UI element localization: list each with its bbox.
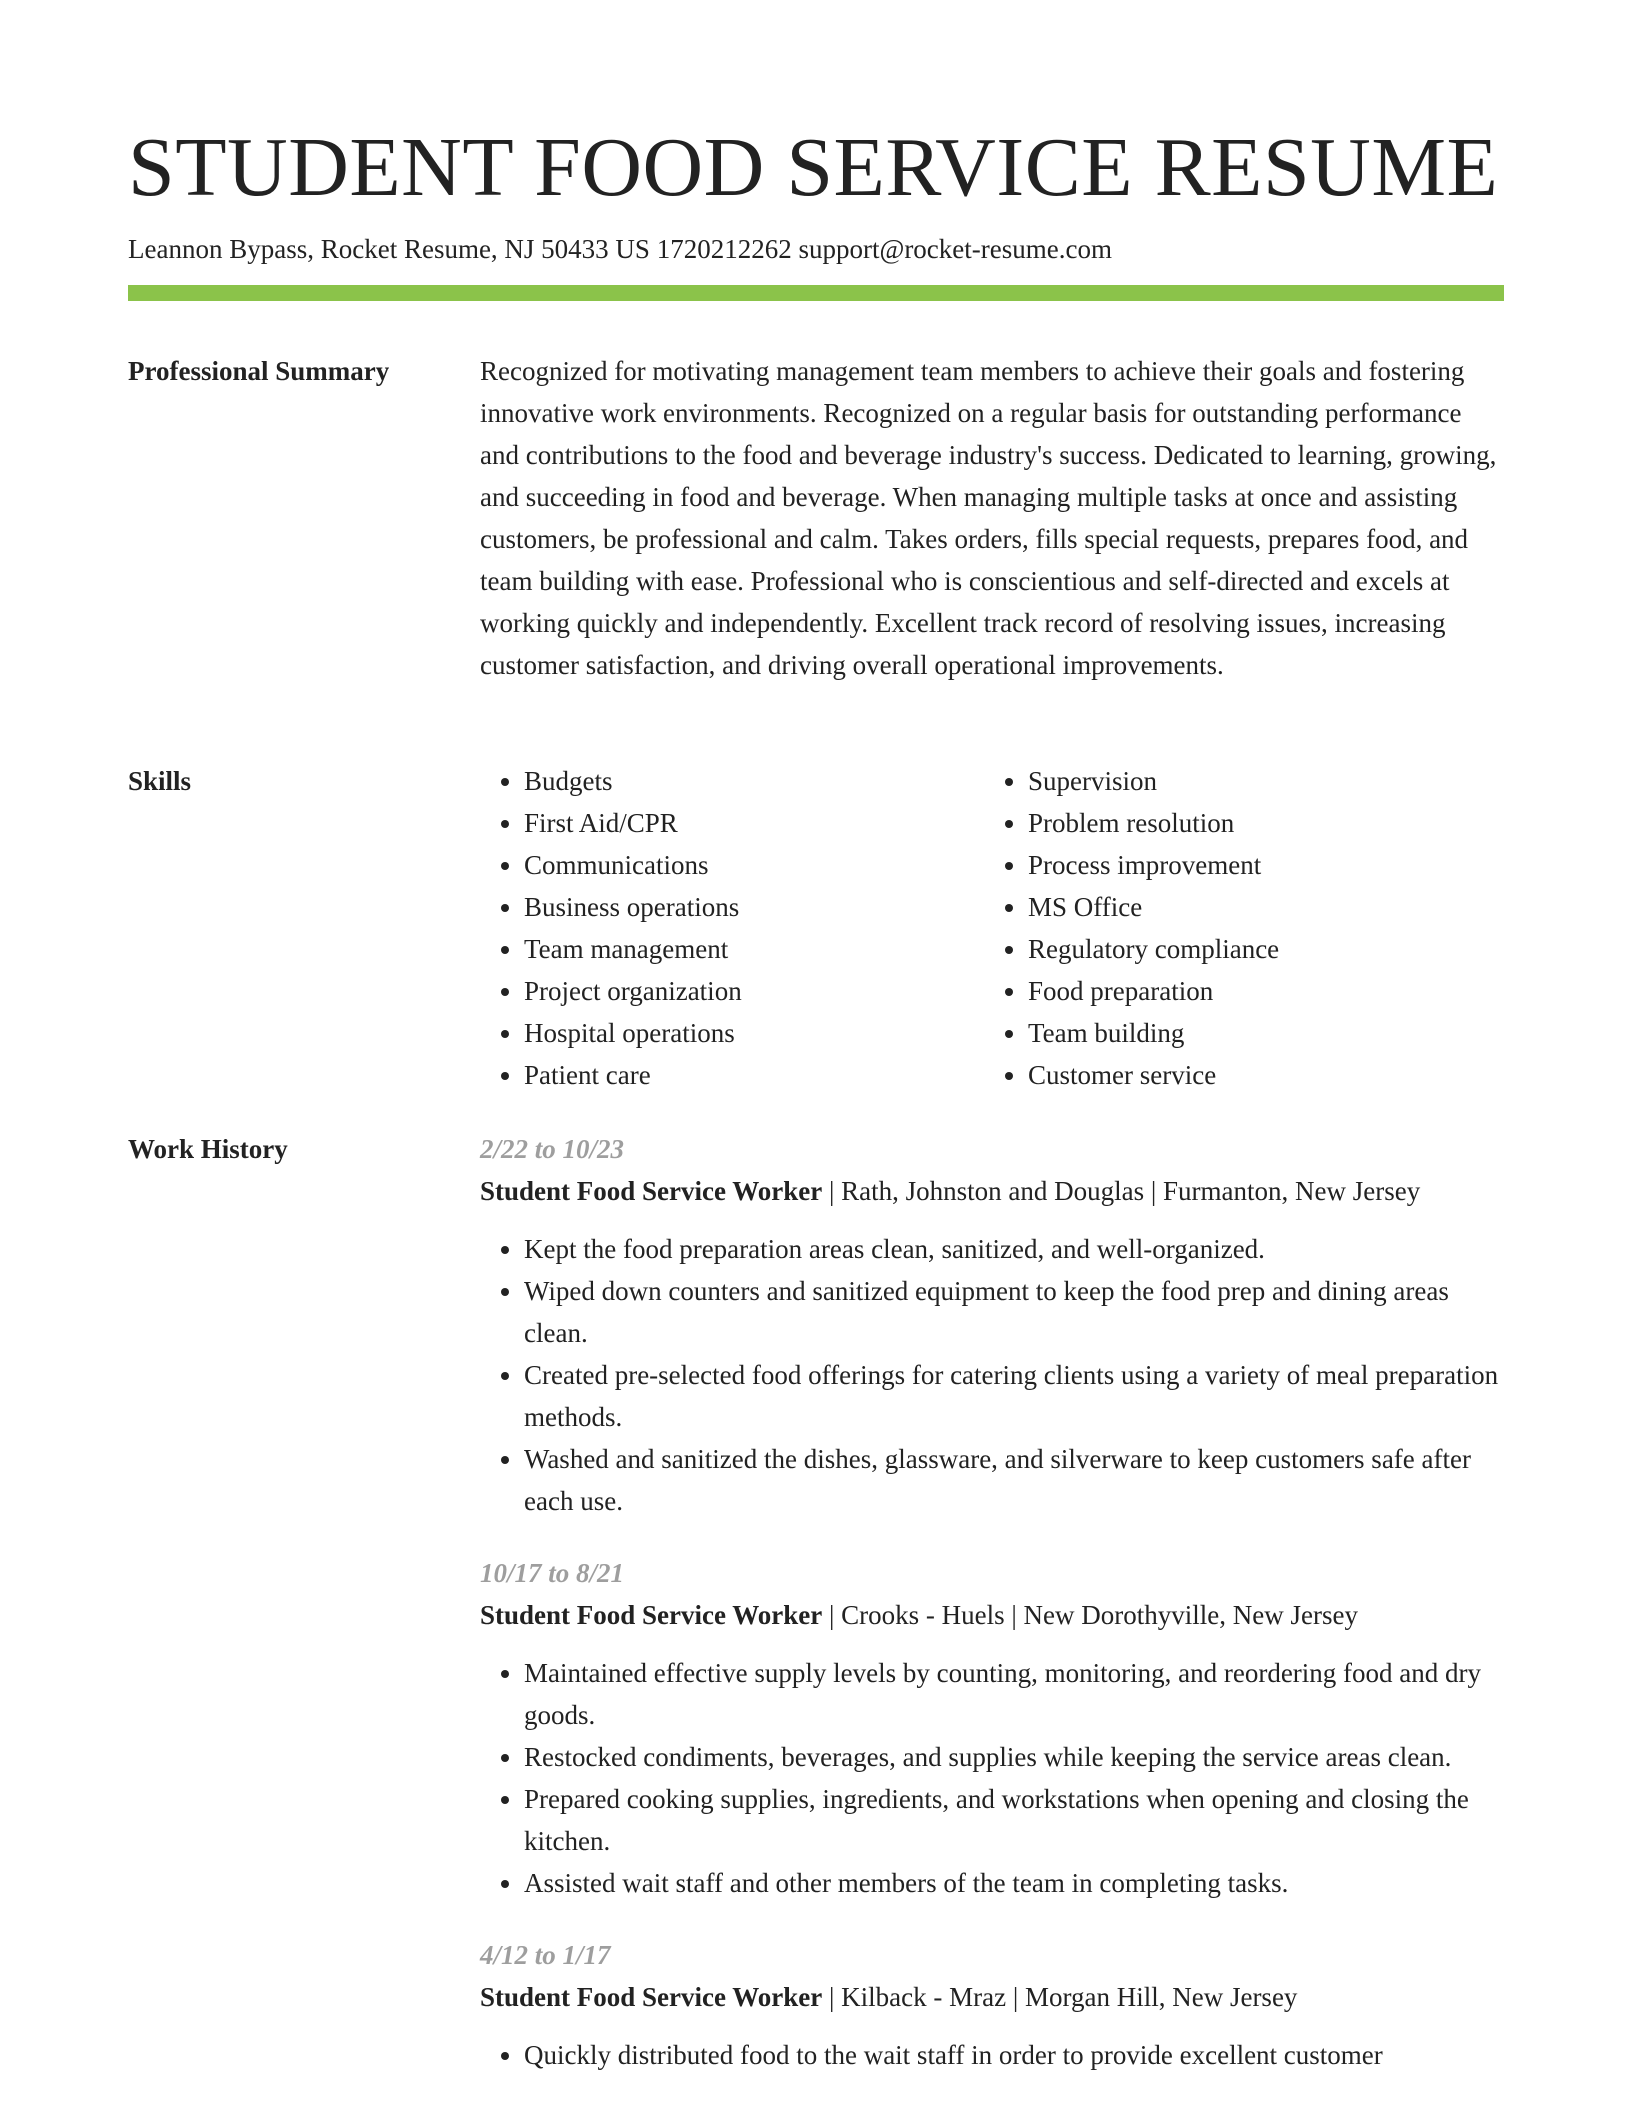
skill-item: • Food preparation (1028, 970, 1488, 1012)
job-heading (480, 1594, 1504, 1636)
job-employer-location: | Kilback - Mraz | Morgan Hill, New Jersey (822, 1982, 1298, 2012)
skill-item: • Budgets (524, 760, 984, 802)
skills-list-left (480, 760, 984, 1096)
skill-item: • Team building (1028, 1012, 1488, 1054)
job-dates: 10/17 to 8/21 (480, 1558, 625, 1588)
work-history-body (480, 1128, 1504, 2106)
job-bullet-list (480, 1228, 1504, 1522)
job-employer-location: | Rath, Johnston and Douglas | Furmanton, New Jersey (822, 1176, 1421, 1206)
job-bullet: • Wiped down counters and sanitized equipment to keep the food prep and dining areas clean. (524, 1270, 1504, 1354)
skill-item: • Supervision (1028, 760, 1488, 802)
job-bullet-list (480, 2034, 1504, 2076)
skills-list-right (984, 760, 1488, 1096)
job-employer-location: | Crooks - Huels | New Dorothyville, New Jersey (822, 1600, 1358, 1630)
job-bullet: • Assisted wait staff and other members of the team in completing tasks. (524, 1862, 1504, 1904)
job-heading (480, 1170, 1504, 1212)
job-title: Student Food Service Worker (480, 1600, 823, 1630)
job-bullet: • Restocked condiments, beverages, and supplies while keeping the service areas clean. (524, 1736, 1504, 1778)
skill-item: • Project organization (524, 970, 984, 1012)
job-entry (480, 1128, 1504, 1522)
accent-divider (128, 285, 1504, 301)
resume-title: STUDENT FOOD SERVICE RESUME (128, 121, 1499, 214)
skill-item: • Business operations (524, 886, 984, 928)
job-dates: 2/22 to 10/23 (480, 1134, 625, 1164)
job-title: Student Food Service Worker (480, 1982, 823, 2012)
job-entry (480, 1934, 1504, 2076)
skill-item: • Customer service (1028, 1054, 1488, 1096)
job-bullet: • Kept the food preparation areas clean, sanitized, and well-organized. (524, 1228, 1504, 1270)
skill-item: • MS Office (1028, 886, 1488, 928)
skill-item: • Regulatory compliance (1028, 928, 1488, 970)
job-bullet: • Maintained effective supply levels by counting, monitoring, and reordering food and dry goods. (524, 1652, 1504, 1736)
skill-item: • Patient care (524, 1054, 984, 1096)
skill-item: • Team management (524, 928, 984, 970)
job-heading (480, 1976, 1504, 2018)
job-bullet: • Quickly distributed food to the wait staff in order to provide excellent customer (524, 2034, 1504, 2076)
job-bullet: • Washed and sanitized the dishes, glassware, and silverware to keep customers safe after each use. (524, 1438, 1504, 1522)
contact-line: Leannon Bypass, Rocket Resume, NJ 50433 US 1720212262 support@rocket-resume.com (128, 234, 1112, 264)
skill-item: • Process improvement (1028, 844, 1488, 886)
section-label-work-history: Work History (128, 1134, 288, 1164)
job-bullet: • Created pre-selected food offerings for catering clients using a variety of meal preparation methods. (524, 1354, 1504, 1438)
job-bullet: • Prepared cooking supplies, ingredients, and workstations when opening and closing the kitchen. (524, 1778, 1504, 1862)
skill-item: • Communications (524, 844, 984, 886)
job-dates: 4/12 to 1/17 (480, 1940, 611, 1970)
skills-columns (480, 760, 1504, 1096)
summary-body (480, 350, 1504, 686)
job-entry (480, 1552, 1504, 1904)
summary-text: Recognized for motivating management team members to achieve their goals and fostering innovative work environments. Recognized on a regular basis for outstanding performance and contributions to the food and beverage industry's success. Dedicated to learning, growing, and succeeding in food and beverage. When managing multiple tasks at once and assisting customers, be professional and calm. Takes orders, fills special requests, prepares food, and team building with ease. Professional who is conscientious and self-directed and excels at working quickly and independently. Excellent track record of resolving issues, increasing customer satisfaction, and driving overall operational improvements. (480, 356, 1497, 680)
job-title: Student Food Service Worker (480, 1176, 823, 1206)
skills-body (480, 760, 1504, 1096)
job-bullet-list (480, 1652, 1504, 1904)
skill-item: • First Aid/CPR (524, 802, 984, 844)
skill-item: • Hospital operations (524, 1012, 984, 1054)
skill-item: • Problem resolution (1028, 802, 1488, 844)
section-label-skills: Skills (128, 766, 192, 796)
section-label-summary: Professional Summary (128, 356, 390, 386)
